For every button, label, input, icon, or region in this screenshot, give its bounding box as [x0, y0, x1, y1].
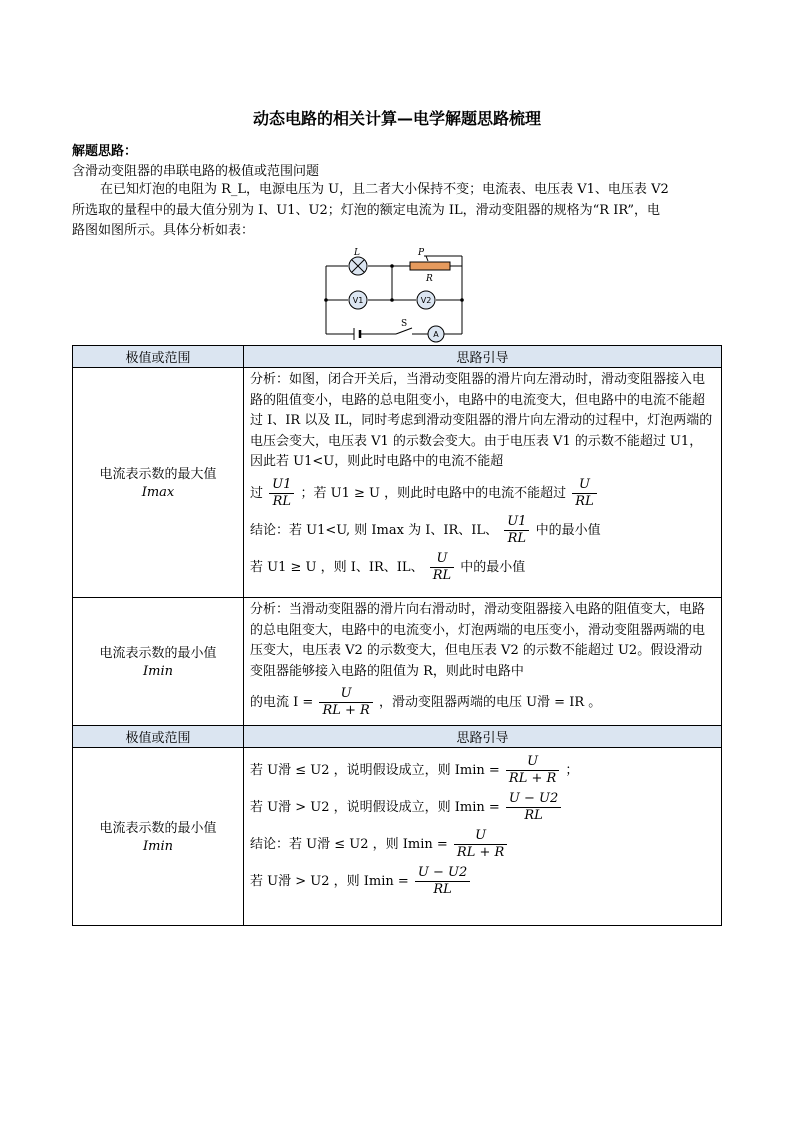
row1-text2a: 过 — [250, 485, 264, 501]
frac-num: U — [319, 686, 372, 703]
row3-line2: 若 U滑 > U2 ，说明假设成立，则 Imin = — [250, 800, 500, 815]
frac-num: U — [430, 551, 454, 568]
row1-label: 电流表示数的最大值 — [99, 467, 217, 482]
header-col-2: 思路引导 — [244, 726, 722, 748]
page-title: 动态电路的相关计算—电学解题思路梳理 — [252, 109, 541, 128]
frac-num: U1 — [504, 514, 529, 531]
fraction-u-rl — [572, 477, 596, 510]
table-header-row — [73, 346, 722, 368]
frac-den: RL — [272, 493, 291, 509]
frac-den: RL + R — [456, 845, 505, 860]
circuit-label-A: A — [433, 330, 439, 339]
intro-line-1: 在已知灯泡的电阻为 R_L，电源电压为 U，且二者大小保持不变；电流表、电压表 V1、电压表 V2 — [100, 182, 669, 197]
intro-paragraph — [72, 180, 720, 242]
frac-num: U — [506, 754, 559, 771]
table-row — [73, 748, 722, 926]
row1-text2b: ；若 U1 ≥ U ，则此时电路中的电流不能超过 — [300, 485, 567, 501]
table-header-row — [73, 726, 722, 748]
row2-analysis: 分析：当滑动变阻器的滑片向右滑动时，滑动变阻器接入电路的阻值变大，电路的总电阻变大，电路中的电流变小，灯泡两端的电压变小，滑动变阻器两端的电压变大，电压表 V2 的示数变大，但电压表 V2 的示数不能超过 U2。假设滑动变阻器能够接入电路的阻值为 R，则此时电路中 — [250, 602, 706, 679]
intro-line-2: 所选取的量程中的最大值分别为 I、U1、U2；灯泡的额定电流为 IL，滑动变阻器的规格为“R IR”，电 — [72, 202, 661, 218]
analysis-table — [72, 345, 722, 926]
row1-text3b: 中的最小值 — [535, 522, 601, 538]
fraction-u1-rl — [269, 477, 294, 510]
fraction-u-rl — [430, 551, 454, 584]
frac-den: RL + R — [322, 703, 370, 718]
fraction-u1-rl — [504, 514, 529, 547]
frac-den: RL — [432, 567, 452, 583]
fraction-u-minus-u2-rl — [506, 791, 561, 824]
section-heading: 解题思路： — [72, 144, 138, 159]
row2-symbol: Imin — [143, 664, 173, 679]
frac-num: U — [454, 828, 507, 845]
frac-num: U − U2 — [415, 865, 470, 882]
row3-line3: 结论：若 U滑 ≤ U2 ，则 Imin = — [250, 837, 448, 852]
frac-den: RL — [507, 530, 527, 546]
fraction-u-rl-plus-r — [506, 754, 559, 787]
row2-label: 电流表示数的最小值 — [99, 646, 217, 661]
fraction-u-minus-u2-rl — [415, 865, 470, 898]
header-col-1: 极值或范围 — [73, 346, 244, 368]
fraction-u-rl-plus-r — [454, 828, 507, 861]
row2-text2a: 的电流 I = — [250, 695, 314, 710]
frac-den: RL — [524, 808, 543, 823]
frac-num: U1 — [269, 477, 294, 494]
row3-line1: 若 U滑 ≤ U2 ，说明假设成立，则 Imin = — [250, 763, 500, 778]
circuit-label-R: R — [426, 274, 433, 284]
circuit-label-V1: V1 — [352, 296, 364, 305]
header-col-2: 思路引导 — [244, 346, 722, 368]
circuit-label-V2: V2 — [420, 296, 432, 305]
frac-num: U — [572, 477, 596, 494]
row3-line4: 若 U滑 > U2 ，则 Imin = — [250, 874, 409, 889]
row1-symbol: Imax — [141, 485, 175, 500]
row1-text3a: 结论：若 U1<U, 则 Imax 为 I、IR、IL、 — [250, 522, 499, 538]
row1-text4a: 若 U1 ≥ U ，则 I、IR、IL、 — [250, 559, 424, 575]
frac-den: RL — [433, 882, 452, 897]
intro-line-3: 路图如图所示。具体分析如表： — [72, 223, 255, 238]
circuit-label-L: L — [354, 248, 360, 258]
row2-text2b: ，滑动变阻器两端的电压 U滑 = IR 。 — [378, 695, 602, 710]
circuit-diagram — [320, 246, 470, 344]
circuit-label-P: P — [418, 248, 425, 258]
section-subheading: 含滑动变阻器的串联电路的极值或范围问题 — [72, 164, 320, 179]
frac-den: RL + R — [508, 771, 557, 786]
header-col-1: 极值或范围 — [73, 726, 244, 748]
frac-num: U − U2 — [506, 791, 561, 808]
fraction-u-rl-plus-r — [319, 686, 372, 719]
table-row — [73, 368, 722, 598]
table-row — [73, 598, 722, 726]
row1-analysis: 分析：如图，闭合开关后，当滑动变阻器的滑片向左滑动时，滑动变阻器接入电路的阻值变小，电路的总电阻变小，电路中的电流变大，但电路中的电流不能超过 I、IR 以及 IL，同时考虑到滑动变阻器的滑片向左滑动的过程中，灯泡两端的电压会变大，电压表 V1 的示数会变大。由于电压表 V1 的示数不能超过 U1，因此若 U1<U，则此时电路中的电流不能超 — [250, 372, 713, 469]
row3-line1-end: ； — [565, 763, 579, 778]
circuit-label-S: S — [401, 319, 408, 329]
row1-text4b: 中的最小值 — [460, 559, 526, 575]
frac-den: RL — [575, 493, 594, 509]
row3-symbol: Imin — [143, 839, 173, 854]
row3-label: 电流表示数的最小值 — [99, 821, 217, 836]
